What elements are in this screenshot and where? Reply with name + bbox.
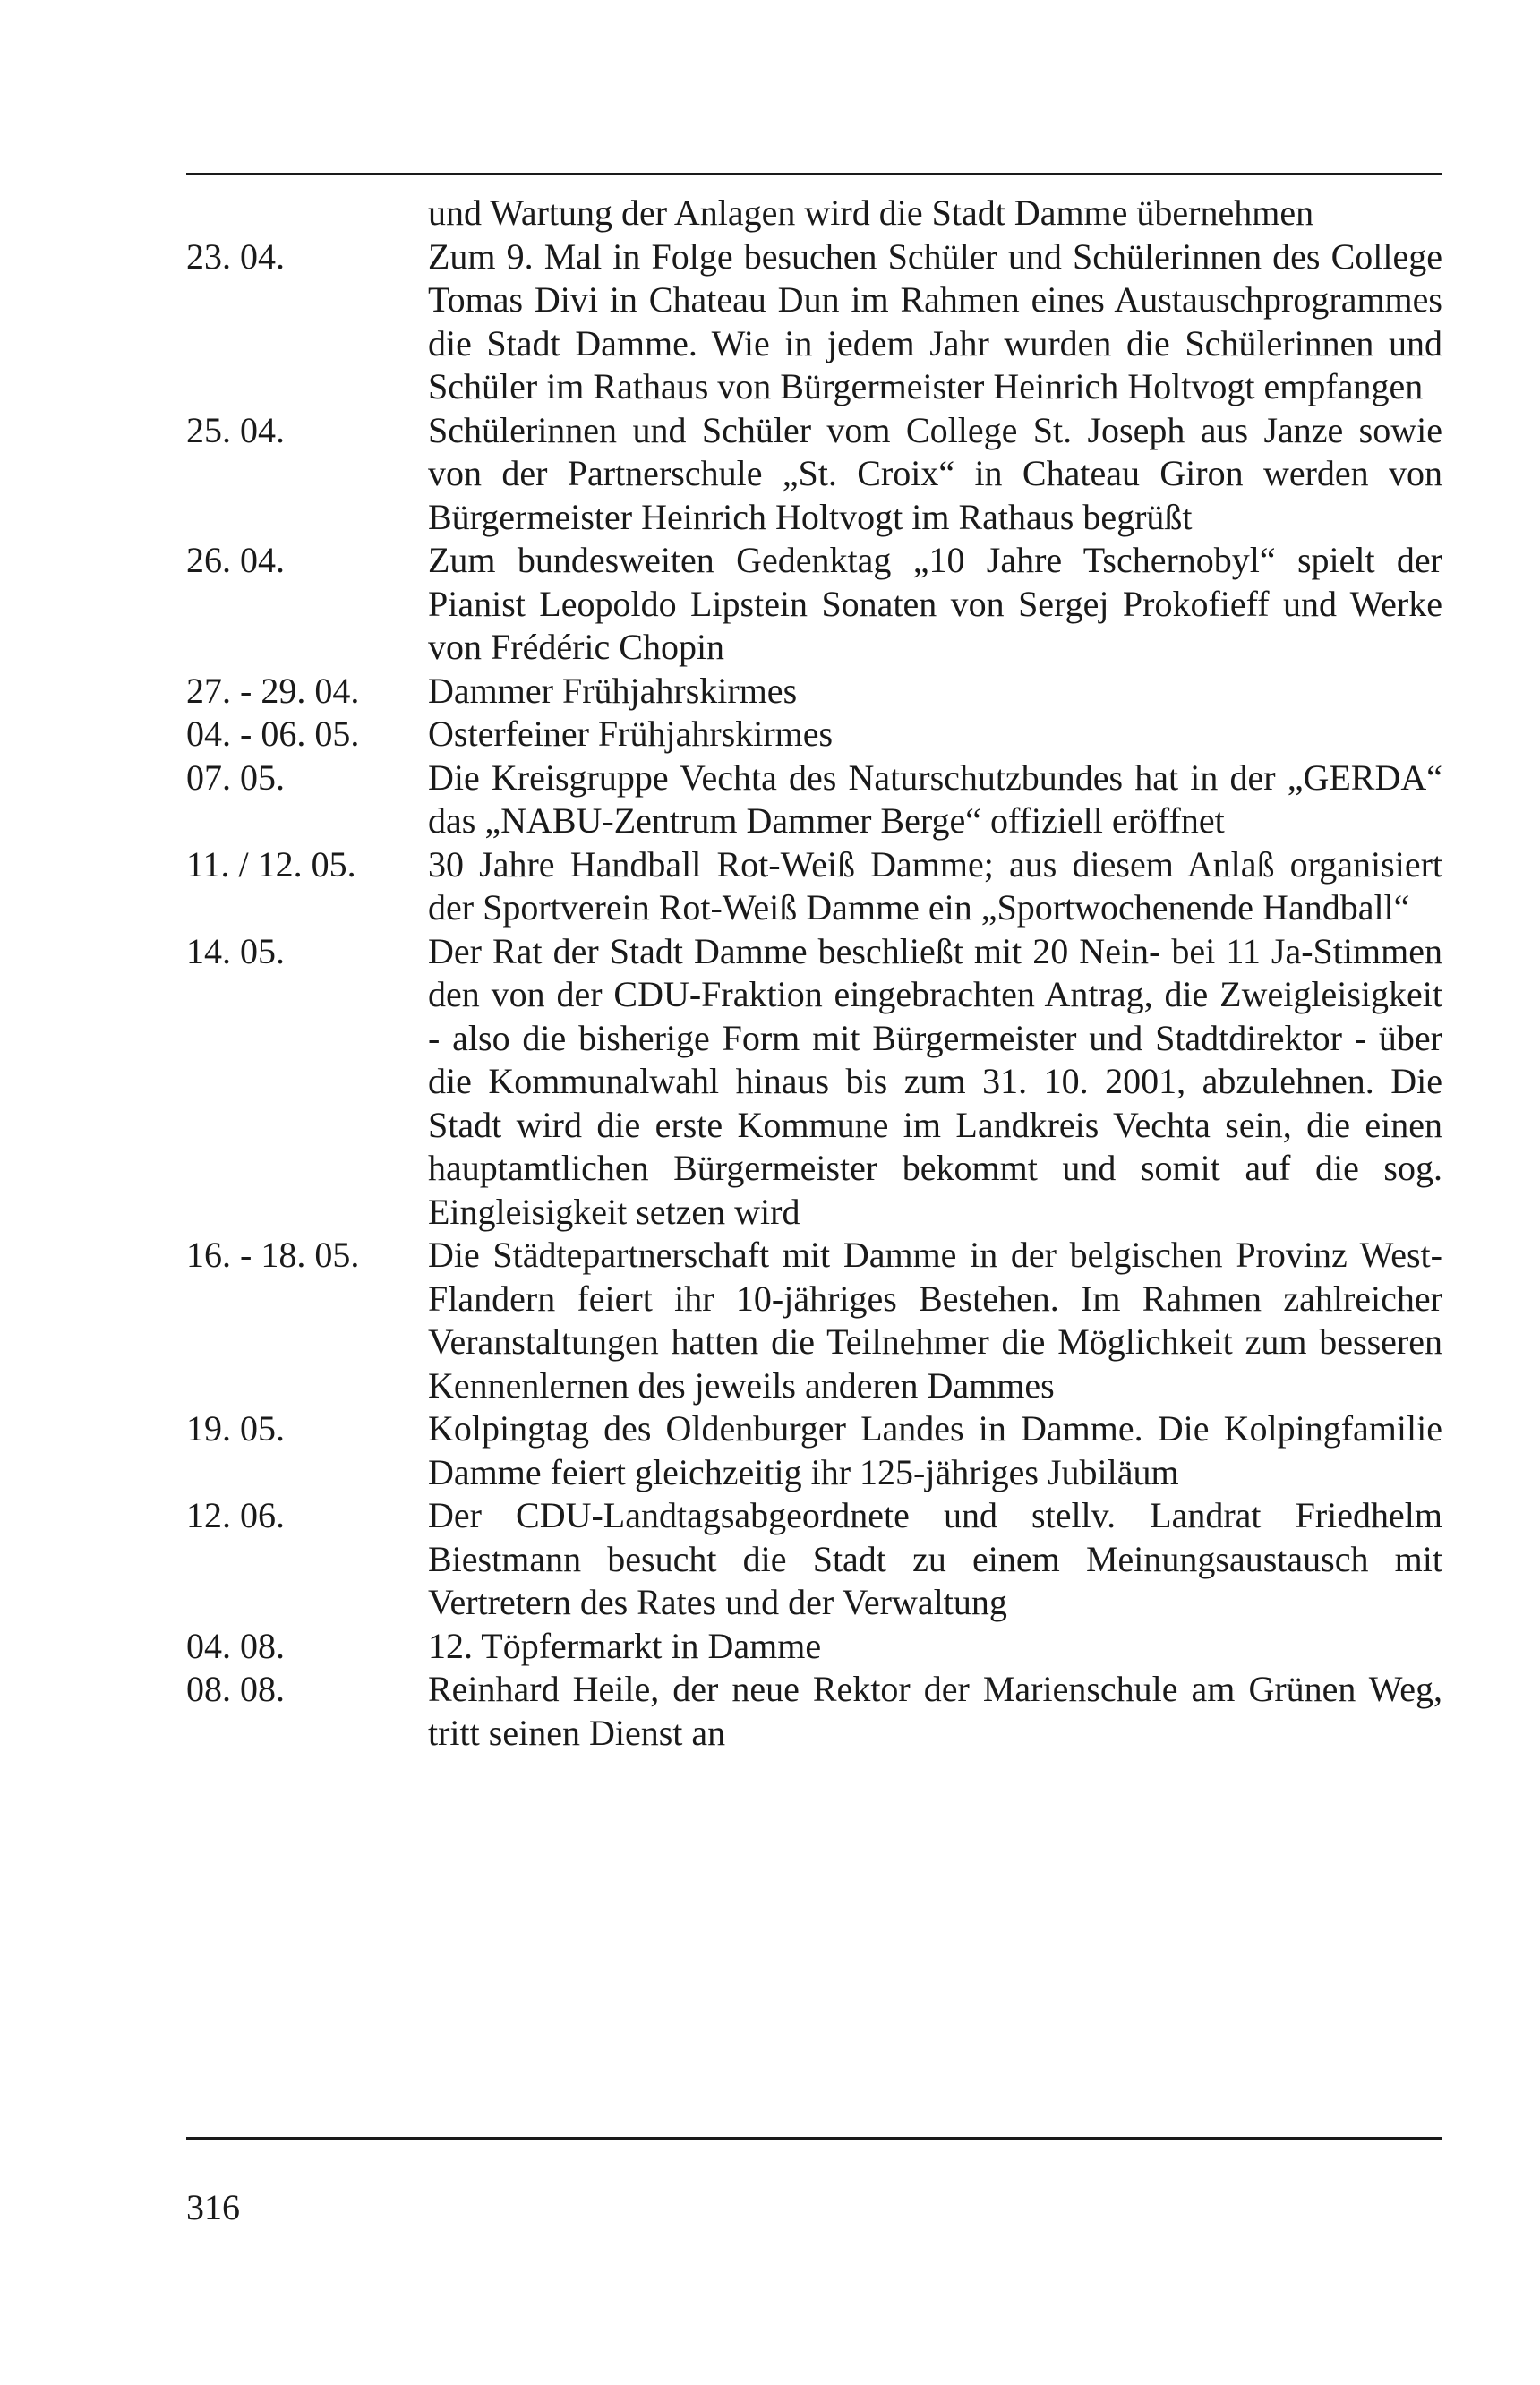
page-number: 316 — [186, 2187, 240, 2227]
chronicle-entry — [186, 670, 1442, 714]
entry-text: Der CDU-Landtagsabgeordnete und stellv. Landrat Friedhelm Biestmann besucht die Stadt zu einem Meinungsaustausch mit Vertretern des Rates und der Verwaltung — [428, 1495, 1442, 1622]
chronicle-entry — [186, 409, 1442, 540]
entry-date: 11. / 12. 05. — [186, 843, 356, 885]
entry-date: 16. - 18. 05. — [186, 1235, 360, 1275]
entry-date: 25. 04. — [186, 409, 285, 450]
entry-date: 04. - 06. 05. — [186, 714, 360, 754]
chronicle-entry — [186, 1494, 1442, 1625]
entry-text: Kolpingtag des Oldenburger Landes in Damme. Die Kolpingfamilie Damme feiert gleichzeitig ihr 125-jähriges Jubiläum — [428, 1408, 1442, 1492]
entry-text: Zum 9. Mal in Folge besuchen Schüler und Schülerinnen des College Tomas Divi in Chateau Dun im Rahmen eines Austauschprogrammes die Stadt Damme. Wie in jedem Jahr wurden die Schülerinnen und Schüler im Rathaus von Bürgermeister Heinrich Holtvogt empfangen — [428, 235, 1442, 406]
chronicle-entry — [186, 713, 1442, 757]
entry-text: Reinhard Heile, der neue Rektor der Marienschule am Grünen Weg, tritt seinen Dienst an — [428, 1669, 1442, 1753]
bottom-rule — [186, 2137, 1442, 2140]
entry-text: und Wartung der Anlagen wird die Stadt Damme übernehmen — [428, 192, 1314, 233]
entry-date: 08. 08. — [186, 1669, 285, 1709]
entry-text: Die Kreisgruppe Vechta des Naturschutzbundes hat in der „GERDA“ das „NABU-Zentrum Dammer Berge“ offiziell eröffnet — [428, 757, 1442, 841]
chronicle-entry — [186, 930, 1442, 1235]
entry-text: 12. Töpfermarkt in Damme — [428, 1625, 822, 1666]
chronicle-entry — [186, 1407, 1442, 1494]
entry-date: 14. 05. — [186, 930, 285, 971]
entry-date: 04. 08. — [186, 1625, 285, 1666]
chronicle-entry — [186, 1625, 1442, 1669]
entry-date: 23. 04. — [186, 235, 285, 277]
entry-text: Osterfeiner Frühjahrskirmes — [428, 714, 834, 754]
entry-text: 30 Jahre Handball Rot-Weiß Damme; aus diesem Anlaß organisiert der Sportverein Rot-Weiß Damme ein „Sportwochenende Handball“ — [428, 843, 1442, 928]
entry-text: Dammer Frühjahrskirmes — [428, 670, 798, 711]
entry-text: Zum bundesweiten Gedenktag „10 Jahre Tschernobyl“ spielt der Pianist Leopoldo Lipstein Sonaten von Sergej Prokofieff und Werke von Frédéric Chopin — [428, 540, 1442, 667]
entry-text: Der Rat der Stadt Damme beschließt mit 20 Nein- bei 11 Ja-Stimmen den von der CDU-Fraktion eingebrachten Antrag, die Zweigleisigkeit - also die bisherige Form mit Bürgermeister und Stadtdirektor - über die Kommunalwahl hinaus bis zum 31. 10. 2001, abzulehnen. Die Stadt wird die erste Kommune im Landkreis Vechta sein, die einen hauptamtlichen Bürgermeister bekommt und somit auf die sog. Eingleisigkeit setzen wird — [428, 930, 1442, 1232]
entry-text: Schülerinnen und Schüler vom College St. Joseph aus Janze sowie von der Partnerschule „St. Croix“ in Chateau Giron werden von Bürgermeister Heinrich Holtvogt im Rathaus begrüßt — [428, 409, 1442, 537]
entry-date: 26. 04. — [186, 540, 285, 580]
entry-date: 19. 05. — [186, 1408, 285, 1449]
chronicle-entry — [186, 235, 1442, 409]
entry-date: 27. - 29. 04. — [186, 670, 360, 711]
chronicle-entry — [186, 1668, 1442, 1755]
top-rule — [186, 173, 1442, 175]
chronicle-list — [186, 192, 1442, 1755]
chronicle-entry — [186, 1234, 1442, 1407]
chronicle-entry — [186, 757, 1442, 843]
entry-date: 12. 06. — [186, 1495, 285, 1535]
chronicle-entry — [186, 843, 1442, 930]
entry-text: Die Städtepartnerschaft mit Damme in der belgischen Provinz West-Flandern feiert ihr 10-jähriges Bestehen. Im Rahmen zahlreicher Veranstaltungen hatten die Teilnehmer die Möglichkeit zum besseren Kennenlernen des jeweils anderen Dammes — [428, 1235, 1442, 1406]
entry-date: 07. 05. — [186, 757, 285, 798]
chronicle-entry — [186, 539, 1442, 670]
chronicle-entry — [186, 192, 1442, 235]
